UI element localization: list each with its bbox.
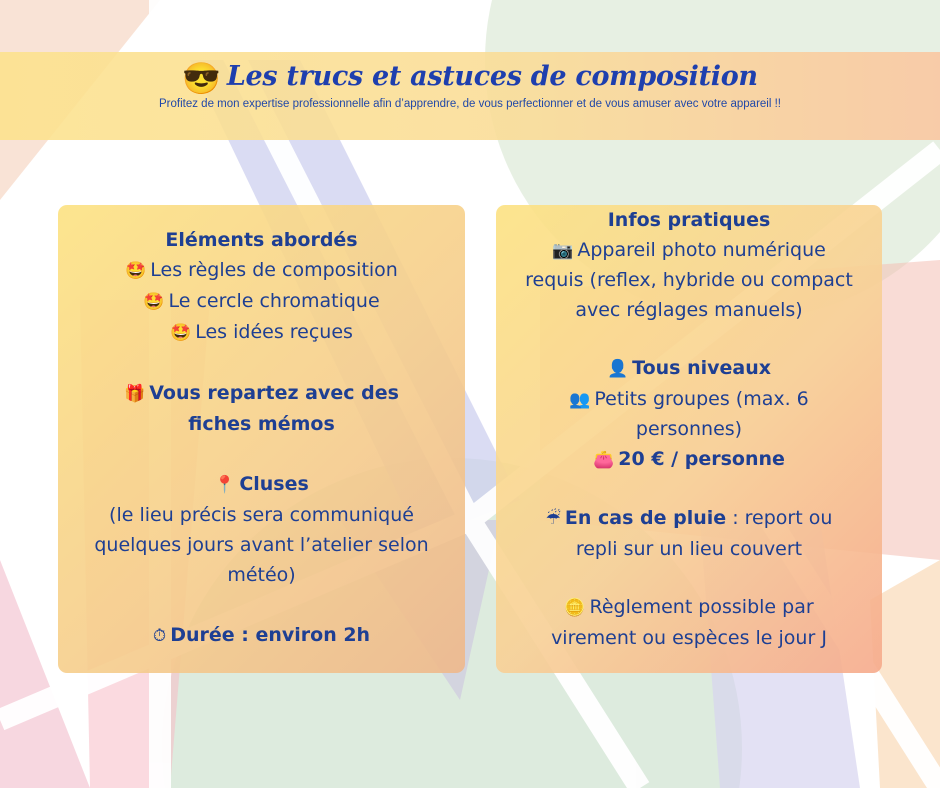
umbrella-icon: ☔	[545, 509, 561, 529]
page-title: Les trucs et astuces de composition	[226, 61, 758, 92]
location-detail: (le lieu précis sera communiqué	[109, 504, 414, 526]
location-label: 📍 Cluses	[214, 473, 309, 495]
topics-heading: Eléments abordés	[165, 229, 358, 251]
location-detail: quelques jours avant l’atelier selon	[94, 534, 429, 556]
rain-policy-2: repli sur un lieu couvert	[575, 537, 803, 560]
practical-info-heading: Infos pratiques	[607, 209, 771, 231]
rain-policy: ☔ En cas de pluie : report ou	[545, 507, 833, 529]
person-icon: 👤	[606, 359, 629, 379]
gift-icon: 🎁	[124, 384, 146, 404]
duration: ⏱ Durée : environ 2h	[152, 624, 371, 646]
camera-requirement-3: avec réglages manuels)	[575, 298, 803, 321]
topic-item: 🤩 Les règles de composition	[125, 259, 398, 281]
topic-item: 🤩 Le cercle chromatique	[143, 290, 380, 312]
title-row	[0, 60, 940, 97]
camera-icon: 📷	[552, 240, 574, 261]
sunglasses-face-icon: 😎	[182, 61, 221, 96]
stopwatch-icon: ⏱	[152, 626, 167, 646]
location-detail: météo)	[227, 564, 296, 586]
camera-requirement: 📷 Appareil photo numérique	[552, 238, 826, 261]
topic-item: 🤩 Les idées reçues	[170, 321, 353, 343]
camera-requirement-2: requis (reflex, hybride ou compact	[525, 269, 853, 291]
payment-2: virement ou espèces le jour J	[551, 626, 827, 649]
header-banner	[0, 52, 940, 140]
gift-line-2: fiches mémos	[188, 413, 335, 435]
group-size-2: personnes)	[635, 418, 743, 440]
star-struck-face-icon: 🤩	[143, 292, 165, 312]
group-size: 👥 Petits groupes (max. 6	[569, 387, 809, 410]
practical-info-card	[496, 205, 882, 673]
price: 👛 20 € / personne	[593, 447, 785, 470]
page-subtitle: Profitez de mon expertise professionnelle afin d’apprendre, de vous perfectionner et de vous amuser avec votre appareil !!	[159, 98, 781, 110]
pushpin-icon: 📍	[214, 475, 236, 495]
level: 👤 Tous niveaux	[606, 357, 772, 379]
coin-icon: 🪙	[564, 598, 586, 618]
star-struck-face-icon: 🤩	[125, 261, 147, 281]
gift-line: 🎁 Vous repartez avec des	[124, 382, 399, 404]
payment: 🪙 Règlement possible par	[564, 596, 814, 618]
people-icon: 👥	[569, 389, 591, 410]
star-struck-face-icon: 🤩	[170, 323, 192, 343]
purse-icon: 👛	[593, 449, 615, 470]
topics-card	[58, 205, 465, 673]
